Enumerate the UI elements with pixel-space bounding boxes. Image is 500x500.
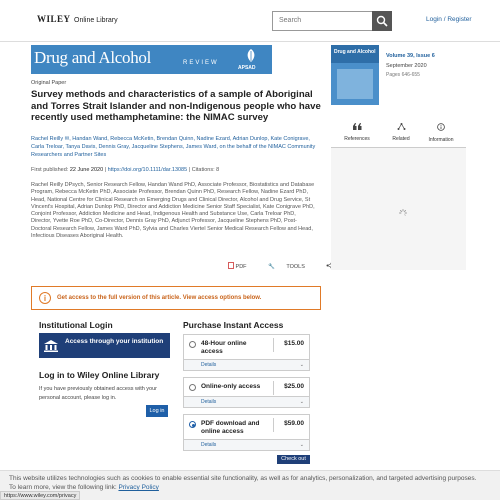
option-price: $15.00: [284, 340, 304, 347]
tab-related-label: Related: [392, 136, 410, 142]
option-radio[interactable]: [189, 384, 196, 391]
details-label: Details: [201, 399, 217, 405]
pdf-icon: [228, 262, 234, 269]
journal-title: Drug and Alcohol: [34, 48, 152, 67]
search-icon: [376, 15, 388, 27]
option-details-toggle[interactable]: [184, 439, 309, 450]
loading-spinner-icon: [399, 209, 407, 217]
issue-pages: Pages 646-655: [386, 72, 420, 78]
tab-references-label: References: [344, 136, 370, 142]
tab-information-label: Information: [428, 137, 454, 143]
author-list[interactable]: Rachel Reilly ✉, Handan Wand, Rebecca McKetin, Brendan Quinn, Nadine Ezard, Adrian Dunlop, Kate Conigrave, Carla Treloar, Tanya Davis, Dennis Gray, Jacqueline Stephens, James Ward, on the behalf of the NIMAC Community Researchers and Partner Sites: [31, 136, 316, 158]
pipe-separator: |: [188, 167, 191, 173]
logo-suffix: Online Library: [74, 17, 118, 24]
checkout-button[interactable]: Check out: [277, 455, 310, 464]
quote-icon: [353, 123, 362, 130]
institution-access-button[interactable]: [39, 333, 170, 358]
cover-title: Drug and Alcohol: [334, 49, 376, 55]
info-icon: i: [39, 292, 51, 304]
apsad-logo-icon: [243, 48, 259, 63]
institutional-login-heading: Institutional Login: [39, 320, 113, 330]
logo-brand: WILEY: [37, 14, 71, 24]
journal-banner[interactable]: [31, 45, 272, 74]
option-price: $59.00: [284, 420, 304, 427]
search-placeholder: Search: [279, 17, 302, 24]
details-label: Details: [201, 442, 217, 448]
chevron-down-icon: ⌄: [299, 362, 304, 368]
tab-references[interactable]: [337, 123, 377, 142]
pdf-label: PDF: [235, 264, 247, 270]
option-details-toggle[interactable]: [184, 396, 309, 407]
option-details-toggle[interactable]: [184, 359, 309, 370]
doi-link[interactable]: https://doi.org/10.1111/dar.13085: [107, 167, 188, 173]
privacy-policy-link[interactable]: Privacy Policy: [118, 484, 159, 491]
purchase-heading: Purchase Instant Access: [183, 320, 284, 330]
site-header: [0, 0, 500, 42]
tab-information[interactable]: [421, 123, 461, 143]
wrench-icon: 🔧: [268, 264, 275, 270]
issue-volume[interactable]: Volume 39, Issue 6: [386, 53, 435, 59]
cookie-prefix: To learn more, view the following link:: [9, 484, 119, 491]
journal-subtitle: REVIEW: [183, 60, 219, 66]
option-price: $25.00: [284, 383, 304, 390]
citations-count[interactable]: Citations: 8: [191, 167, 220, 173]
tools-label: TOOLS: [286, 264, 305, 270]
option-radio[interactable]: [189, 341, 196, 348]
first-published-date: 22 June 2020: [69, 167, 104, 173]
access-notice-text[interactable]: Get access to the full version of this article. View access options below.: [57, 295, 262, 301]
chevron-down-icon: ⌄: [299, 442, 304, 448]
purchase-option-online[interactable]: [183, 377, 310, 408]
details-label: Details: [201, 362, 217, 368]
cover-art: [337, 69, 373, 99]
status-bar-url: https://www.wiley.com/privacy: [0, 491, 80, 500]
institution-access-label: Access through your institution: [65, 338, 164, 345]
login-register-link[interactable]: Login / Register: [426, 16, 472, 23]
article-title: Survey methods and characteristics of a sample of Aboriginal and Torres Strait Islander and non-Indigenous people who have recently used methamphetamine: the NIMAC survey: [31, 89, 321, 123]
option-radio-selected[interactable]: [189, 421, 196, 428]
article-type: Original Paper: [31, 80, 67, 86]
info-circle-icon: [437, 123, 445, 131]
search-button[interactable]: [372, 11, 392, 31]
cookie-text-line2: [9, 484, 159, 491]
cookie-text: This website utilizes technologies such as cookies to enable essential site functionality, as well as for analytics, personalization, and targeted advertising purposes.: [9, 475, 477, 482]
author-affiliations: Rachel Reilly DPsych, Senior Research Fellow, Handan Wand PhD, Associate Professor, Biostatistics and Database Program, Rebecca McKetin PhD, Associate Professor, Brendan Quinn PhD, Research Fellow, Nadine Ezard PhD, Head, National Centre for Clinical Research on Emerging Drugs and Clinical Director, Alcohol and Drug Service, St Vincent's Hospital, Adrian Dunlop PhD, Director and Addiction Medicine Senior Staff Specialist, Kate Conigrave PhD, Conjoint Professor, Addiction Medicine and Head, Indigenous Health and Substance Use, Carla Treloar PhD, Director, Yvette Roe PhD, Co-Director, Dennis Gray PhD, Adjunct Professor, Jacqueline Stephens PhD, Post-Doctoral Research Fellow, James Ward PhD, Sylvia and Charles Viertel Senior Medical Research Fellow and Head, Infectious Diseases Aboriginal Health.: [31, 182, 315, 240]
publication-info: [31, 167, 219, 173]
purchase-option-pdf[interactable]: [183, 414, 310, 451]
search-input[interactable]: [272, 11, 392, 31]
divider: [273, 418, 274, 432]
society-name: APSAD: [238, 65, 256, 71]
chevron-down-icon: ⌄: [299, 399, 304, 405]
first-published-label: First published:: [31, 167, 69, 173]
divider: [273, 338, 274, 352]
tools-button[interactable]: [268, 264, 316, 270]
option-name: Online-only access: [201, 383, 261, 390]
tab-related[interactable]: [381, 123, 421, 142]
divider: [273, 381, 274, 395]
option-name: 48-Hour online access: [201, 340, 247, 355]
pipe-separator: |: [104, 167, 107, 173]
pdf-button[interactable]: [228, 264, 258, 270]
log-in-button[interactable]: Log in: [146, 405, 168, 417]
option-name: PDF download and online access: [201, 420, 260, 435]
purchase-option-48hr[interactable]: [183, 334, 310, 371]
issue-date: September 2020: [386, 63, 427, 69]
related-icon: [397, 123, 406, 130]
institution-icon: [44, 340, 58, 352]
wol-login-heading: Log in to Wiley Online Library: [39, 370, 160, 380]
wiley-logo[interactable]: [37, 14, 118, 24]
wol-login-text: If you have previously obtained access with your personal account, please log in.: [39, 386, 158, 401]
access-notice: [31, 286, 321, 310]
journal-cover[interactable]: [331, 45, 379, 105]
